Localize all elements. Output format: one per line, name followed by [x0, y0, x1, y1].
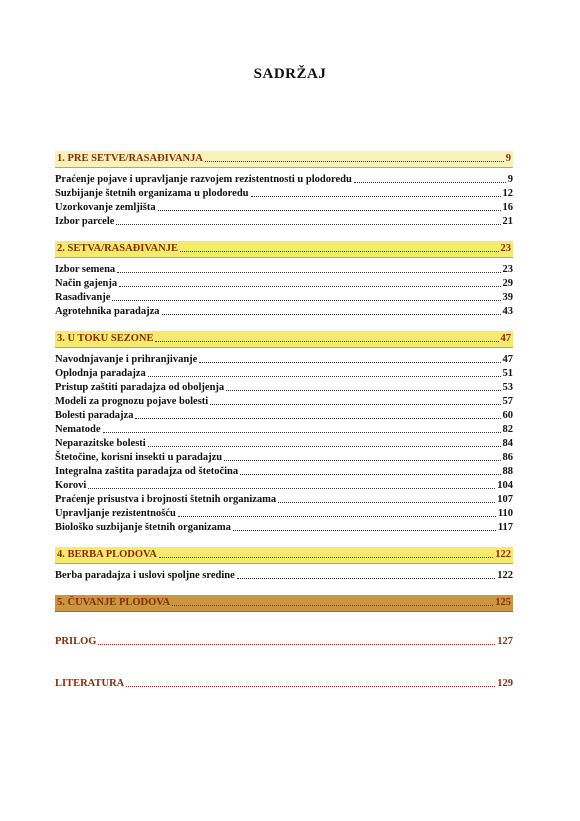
section-heading-label: 5. ČUVANJE PLODOVA	[57, 597, 171, 608]
toc-entry[interactable]	[55, 263, 513, 277]
toc-entry-page: 104	[497, 480, 513, 491]
toc-entry-label: Korovi	[55, 480, 87, 491]
toc-entry-label: Izbor parcele	[55, 216, 115, 227]
toc-entry-page: 86	[502, 452, 513, 463]
toc-entry-page: 21	[502, 216, 513, 227]
toc-entry-label: Suzbijanje štetnih organizama u plodoredu	[55, 188, 249, 199]
section-heading-page: 47	[500, 333, 511, 344]
dot-leader	[251, 187, 501, 197]
dot-leader	[224, 451, 500, 461]
dot-leader	[117, 263, 500, 273]
literature-heading[interactable]	[55, 676, 513, 692]
toc-entry-page: 43	[502, 306, 513, 317]
toc-entry-page: 88	[502, 466, 513, 477]
dot-leader	[199, 353, 500, 363]
toc-entry-label: Agrotehnika paradajza	[55, 306, 160, 317]
toc-entry-page: 39	[502, 292, 513, 303]
toc-entry-label: Neparazitske bolesti	[55, 438, 146, 449]
toc-entry-page: 60	[502, 410, 513, 421]
dot-leader	[98, 634, 495, 645]
dot-leader	[162, 305, 501, 315]
toc-entry[interactable]	[55, 305, 513, 319]
toc-entry-label: Modeli za prognozu pojave bolesti	[55, 396, 209, 407]
dot-leader	[354, 173, 506, 183]
dot-leader	[155, 331, 498, 342]
toc-entry-label: Upravljanje rezistentnošću	[55, 508, 176, 519]
section-heading-label: 4. BERBA PLODOVA	[57, 549, 157, 560]
toc-entry[interactable]	[55, 569, 513, 583]
dot-leader	[148, 437, 501, 447]
toc-entry-page: 57	[502, 396, 513, 407]
toc-entry-page: 110	[497, 508, 513, 519]
toc-entry[interactable]	[55, 291, 513, 305]
toc-entry-page: 107	[497, 494, 513, 505]
toc-entry-label: Način gajenja	[55, 278, 118, 289]
dot-leader	[126, 676, 495, 687]
toc-entry-page: 122	[497, 570, 513, 581]
dot-leader	[178, 507, 496, 517]
toc-entry-page: 84	[502, 438, 513, 449]
toc-entry-label: Berba paradajza i uslovi spoljne sredine	[55, 570, 235, 581]
toc-entry[interactable]	[55, 173, 513, 187]
toc-entry-page: 53	[502, 382, 513, 393]
dot-leader	[88, 479, 495, 489]
section-heading-page: 9	[505, 153, 511, 164]
toc-entry[interactable]	[55, 187, 513, 201]
toc-entry-page: 47	[502, 354, 513, 365]
dot-leader	[158, 201, 501, 211]
literature-page: 129	[497, 678, 513, 689]
toc-entry-label: Navodnjavanje i prihranjivanje	[55, 354, 198, 365]
toc-entry[interactable]	[55, 409, 513, 423]
toc-entry[interactable]	[55, 521, 513, 535]
toc-entry[interactable]	[55, 507, 513, 521]
toc-entry-label: Biološko suzbijanje štetnih organizama	[55, 522, 231, 533]
toc-entry-label: Oplodnja paradajza	[55, 368, 146, 379]
toc-entry[interactable]	[55, 437, 513, 451]
section-heading-label: 1. PRE SETVE/RASAĐIVANJA	[57, 153, 203, 164]
dot-leader	[278, 493, 495, 503]
dot-leader	[237, 569, 495, 579]
toc-entry-page: 29	[502, 278, 513, 289]
toc-entry-page: 23	[502, 264, 513, 275]
toc-entry[interactable]	[55, 479, 513, 493]
dot-leader	[233, 521, 496, 531]
toc-entry-label: Pristup zaštiti paradajza od oboljenja	[55, 382, 225, 393]
section-heading-page: 23	[500, 243, 511, 254]
toc-entry-label: Bolesti paradajza	[55, 410, 134, 421]
toc-entry-label: Izbor semena	[55, 264, 116, 275]
dot-leader	[205, 151, 504, 162]
toc-entry-label: Uzorkovanje zemljišta	[55, 202, 156, 213]
toc-entry[interactable]	[55, 465, 513, 479]
section-heading-5[interactable]	[55, 595, 513, 612]
appendix-label: PRILOG	[55, 636, 97, 647]
appendix-heading[interactable]	[55, 634, 513, 650]
appendix-page: 127	[497, 636, 513, 647]
table-of-contents	[55, 151, 513, 692]
toc-entry-label: Štetočine, korisni insekti u paradajzu	[55, 452, 223, 463]
toc-entry[interactable]	[55, 451, 513, 465]
section-heading-4[interactable]	[55, 547, 513, 564]
toc-entry[interactable]	[55, 353, 513, 367]
toc-entry-label: Integralna zaštita paradajza od štetočina	[55, 466, 239, 477]
toc-entry[interactable]	[55, 367, 513, 381]
section-heading-1[interactable]	[55, 151, 513, 168]
toc-entry-page: 51	[502, 368, 513, 379]
dot-leader	[210, 395, 500, 405]
dot-leader	[226, 381, 500, 391]
toc-entry[interactable]	[55, 277, 513, 291]
toc-entry[interactable]	[55, 215, 513, 229]
dot-leader	[116, 215, 500, 225]
section-heading-label: 3. U TOKU SEZONE	[57, 333, 154, 344]
section-heading-label: 2. SETVA/RASAĐIVANJE	[57, 243, 178, 254]
toc-entry-page: 16	[502, 202, 513, 213]
toc-entry[interactable]	[55, 493, 513, 507]
dot-leader	[159, 547, 493, 558]
dot-leader	[172, 595, 493, 606]
section-heading-3[interactable]	[55, 331, 513, 348]
toc-entry-page: 12	[502, 188, 513, 199]
dot-leader	[112, 291, 500, 301]
toc-entry[interactable]	[55, 395, 513, 409]
dot-leader	[148, 367, 501, 377]
dot-leader	[103, 423, 501, 433]
section-heading-2[interactable]	[55, 241, 513, 258]
dot-leader	[180, 241, 499, 252]
toc-entry-page: 82	[502, 424, 513, 435]
dot-leader	[135, 409, 500, 419]
toc-entry-label: Praćenje pojave i upravljanje razvojem rezistentnosti u plodoredu	[55, 174, 352, 185]
toc-entry-label: Praćenje prisustva i brojnosti štetnih organizama	[55, 494, 277, 505]
page-title: SADRŽAJ	[253, 66, 327, 82]
toc-entry-label: Nematode	[55, 424, 101, 435]
literature-label: LITERATURA	[55, 678, 125, 689]
toc-entry-label: Rasađivanje	[55, 292, 111, 303]
toc-entry[interactable]	[55, 423, 513, 437]
section-heading-page: 122	[495, 549, 511, 560]
toc-entry[interactable]	[55, 201, 513, 215]
toc-entry[interactable]	[55, 381, 513, 395]
dot-leader	[119, 277, 500, 287]
toc-entry-page: 117	[497, 522, 513, 533]
dot-leader	[240, 465, 500, 475]
section-heading-page: 125	[495, 597, 511, 608]
toc-entry-page: 9	[507, 174, 513, 185]
